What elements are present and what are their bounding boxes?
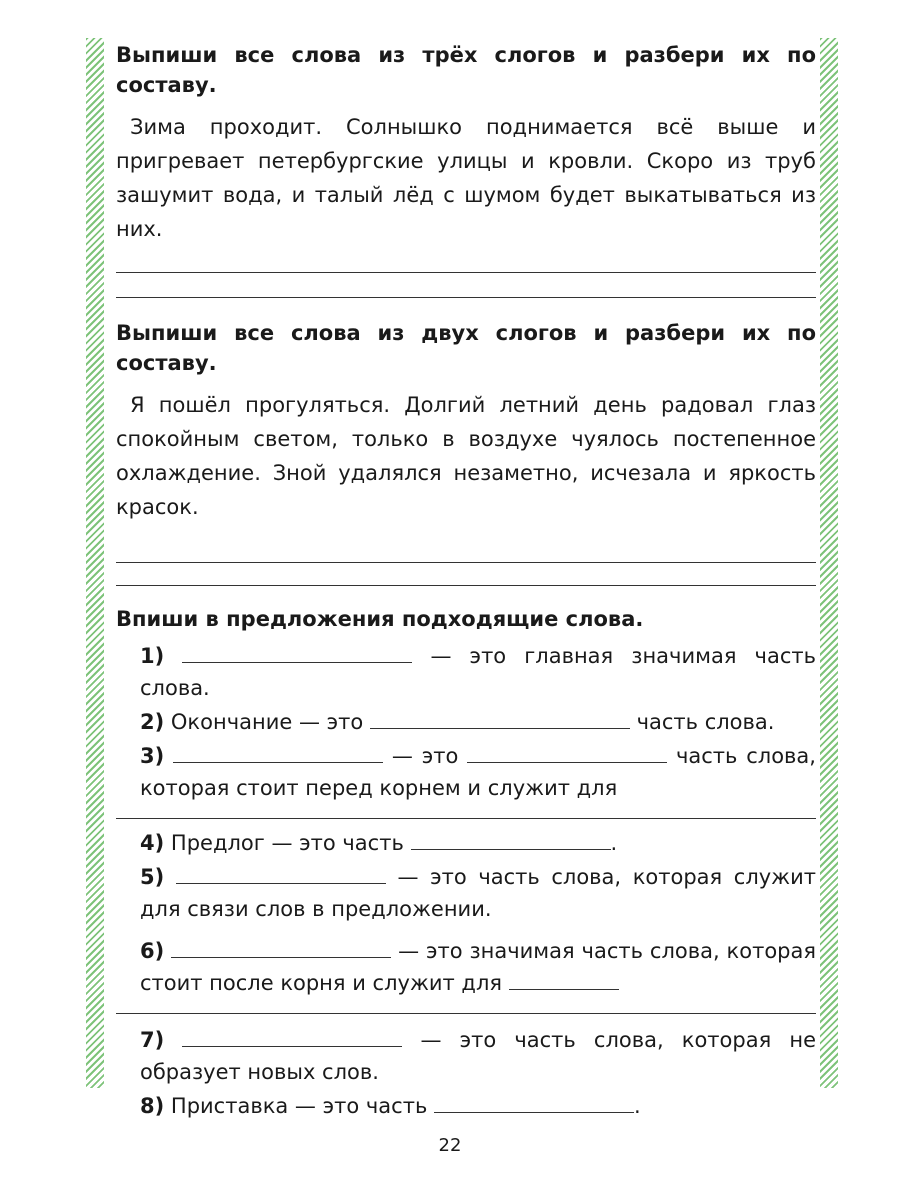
fill-item-8: 8) Приставка — это часть . [140,1094,641,1118]
blank-field[interactable] [509,969,619,990]
blank-field[interactable] [173,742,383,763]
fill-item-1: 1) — это главная значимая часть слова. [140,644,816,700]
answer-line[interactable] [116,562,816,563]
answer-line[interactable] [116,818,816,819]
task-1-text: Зима проходит. Солнышко поднимается всё выше и пригревает петербургские улицы и кровли. Скоро из труб зашумит вода, и талый лёд с шумом будет выкатываться из них. [116,115,816,241]
task-3-title: Впиши в предложения подходящие слова. [116,607,644,631]
fill-item-4: 4) Предлог — это часть . [140,831,618,855]
blank-field[interactable] [370,708,630,729]
answer-line[interactable] [116,297,816,298]
page-content [116,40,816,1122]
task-2-text: Я пошёл прогуляться. Долгий летний день радовал глаз спокойным светом, только в воздухе чуялось постепенное охлаждение. Зной удалялся незаметно, исчезала и яркость красок. [116,393,816,519]
blank-field[interactable] [176,863,386,884]
page-number: 22 [438,1135,462,1156]
fill-item-6: 6) — это значимая часть слова, которая стоит после корня и служит для [140,939,816,995]
fill-item-7: 7) — это часть слова, которая не образует новых слов. [140,1028,817,1084]
task-1-title: Выпиши все слова из трёх слогов и разбери их по составу. [116,43,816,97]
left-margin-stripe [86,38,104,1088]
answer-line[interactable] [116,272,816,273]
answer-line[interactable] [116,585,816,586]
fill-item-5: 5) — это часть слова, которая служит для связи слов в предложении. [140,865,816,921]
right-margin-stripe [820,38,838,1088]
fill-item-3: 3) — это часть слова, которая стоит перед корнем и служит для [140,744,816,800]
blank-field[interactable] [411,829,611,850]
blank-field[interactable] [182,1026,402,1047]
blank-field[interactable] [434,1092,634,1113]
answer-line[interactable] [116,1013,816,1014]
blank-field[interactable] [467,742,667,763]
blank-field[interactable] [171,937,391,958]
fill-item-2: 2) Окончание — это часть слова. [140,710,775,734]
task-1 [116,40,816,298]
blank-field[interactable] [182,642,412,663]
task-2-title: Выпиши все слова из двух слогов и разбери их по составу. [116,321,816,375]
task-3 [116,604,816,1122]
task-2 [116,318,816,586]
